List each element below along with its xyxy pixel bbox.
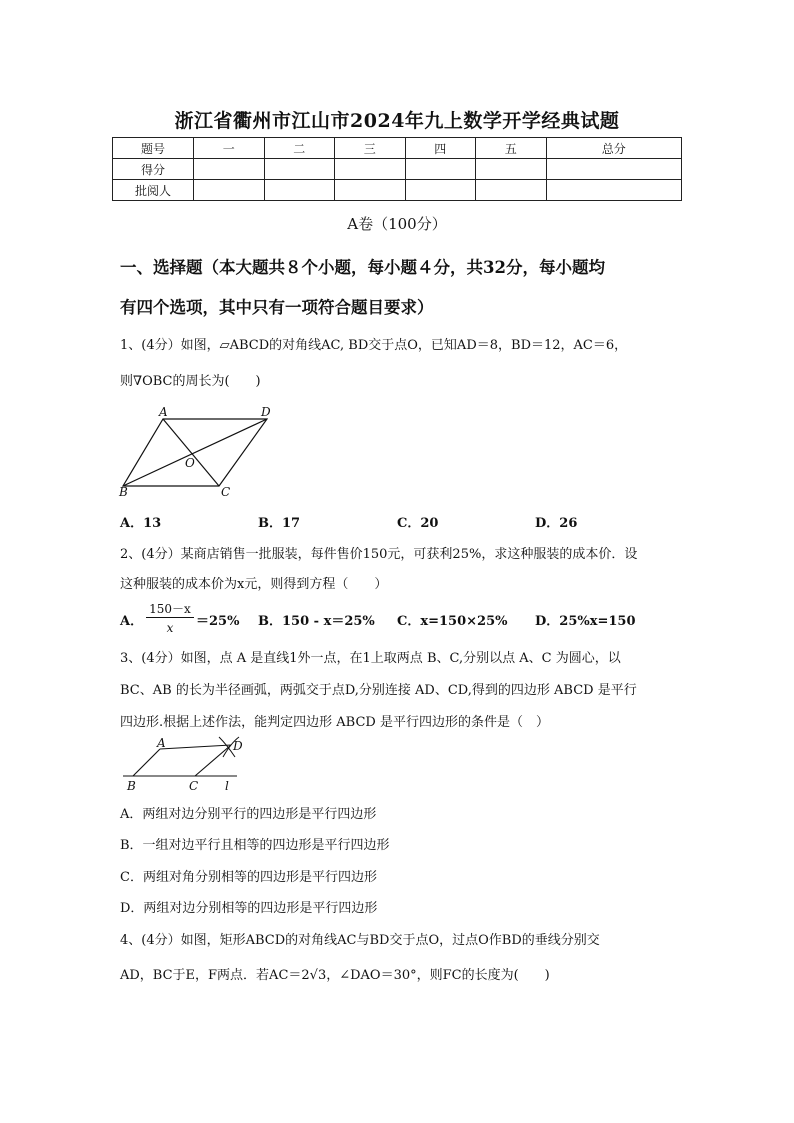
q1-option-d[interactable]: D．26 — [535, 516, 578, 531]
q3-text-line3: 四边形.根据上述作法，能判定四边形 ABCD 是平行四边形的条件是（ ） — [120, 715, 549, 730]
q2-option-b[interactable]: B．150 - x＝25% — [258, 614, 375, 629]
table-cell: 总分 — [546, 138, 682, 159]
table-cell — [194, 159, 265, 180]
table-cell — [335, 180, 406, 201]
table-cell: 四 — [405, 138, 476, 159]
parallelogram-figure — [115, 403, 280, 498]
table-cell: 一 — [194, 138, 265, 159]
side-ab — [133, 749, 160, 776]
diagonal-bd — [123, 419, 267, 486]
fraction-bar — [146, 617, 194, 618]
q3-option-d[interactable]: D．两组对边分别相等的四边形是平行四边形 — [120, 901, 378, 916]
label-d: D — [233, 739, 243, 753]
side-cd — [195, 745, 231, 776]
table-cell — [405, 159, 476, 180]
q2-text-line1: 2、(4分）某商店销售一批服装，每件售价150元，可获利25%，求这种服装的成本价．设 — [120, 547, 638, 562]
q2-option-a-suffix: ＝25% — [196, 614, 240, 629]
table-cell: 二 — [264, 138, 335, 159]
side-ad — [160, 745, 231, 749]
table-cell: 三 — [335, 138, 406, 159]
table-cell — [476, 159, 547, 180]
q1-text-line1: 1、(4分）如图，▱ABCD的对角线AC, BD交于点O，已知AD＝8，BD＝12，AC＝6， — [120, 338, 628, 353]
label-b: B — [119, 485, 128, 498]
table-row — [113, 159, 682, 180]
q3-option-b[interactable]: B．一组对边平行且相等的四边形是平行四边形 — [120, 838, 390, 853]
q2-option-a-prefix[interactable]: A． — [120, 614, 144, 629]
table-cell: 得分 — [113, 159, 194, 180]
label-o: O — [185, 456, 195, 470]
section-subtitle: A卷（100分） — [347, 215, 447, 233]
table-cell — [335, 159, 406, 180]
section-heading-line2: 有四个选项，其中只有一项符合题目要求） — [120, 298, 434, 317]
page-title: 浙江省衢州市江山市2024年九上数学开学经典试题 — [174, 110, 620, 132]
score-table-header-row — [113, 138, 682, 159]
q2-fraction-denominator: x — [166, 621, 174, 635]
table-cell — [546, 180, 682, 201]
q2-text-line2: 这种服装的成本价为x元，则得到方程（ ） — [120, 577, 388, 592]
q3-text-line1: 3、(4分）如图，点 A 是直线1外一点，在1上取两点 B、C,分别以点 A、C 为圆心，以 — [120, 651, 621, 666]
q2-option-c[interactable]: C．x=150×25% — [397, 614, 508, 629]
label-d: D — [261, 405, 271, 419]
q3-option-c[interactable]: C．两组对角分别相等的四边形是平行四边形 — [120, 870, 377, 885]
table-cell: 五 — [476, 138, 547, 159]
table-cell: 批阅人 — [113, 180, 194, 201]
q4-text-line2: AD，BC于E，F两点．若AC＝2√3，∠DAO＝30°，则FC的长度为( ) — [120, 968, 550, 983]
table-cell — [264, 159, 335, 180]
label-a: A — [157, 736, 166, 750]
q1-option-a[interactable]: A．13 — [120, 516, 162, 531]
score-table — [112, 137, 682, 201]
table-cell — [546, 159, 682, 180]
q1-text-line2: 则∇OBC的周长为( ) — [120, 374, 261, 389]
label-b: B — [127, 779, 136, 793]
table-cell — [194, 180, 265, 201]
label-l: l — [225, 779, 229, 793]
section-heading-line1: 一、选择题（本大题共８个小题，每小题４分，共32分，每小题均 — [120, 258, 605, 277]
q2-fraction-numerator: 150－x — [149, 602, 191, 616]
q3-text-line2: BC、AB 的长为半径画弧，两弧交于点D,分别连接 AD、CD,得到的四边形 ABCD 是平行 — [120, 683, 637, 698]
q3-option-a[interactable]: A．两组对边分别平行的四边形是平行四边形 — [120, 807, 377, 822]
label-c: C — [221, 485, 231, 498]
construction-figure — [115, 735, 255, 793]
label-c: C — [189, 779, 199, 793]
diagonal-ac — [163, 419, 219, 486]
q1-option-c[interactable]: C．20 — [397, 516, 439, 531]
label-a: A — [159, 405, 168, 419]
table-cell — [405, 180, 476, 201]
q2-option-d[interactable]: D．25%x=150 — [535, 614, 636, 629]
table-row — [113, 180, 682, 201]
table-cell — [264, 180, 335, 201]
q1-option-b[interactable]: B．17 — [258, 516, 301, 531]
table-cell: 题号 — [113, 138, 194, 159]
q4-text-line1: 4、(4分）如图，矩形ABCD的对角线AC与BD交于点O，过点O作BD的垂线分别交 — [120, 933, 600, 948]
table-cell — [476, 180, 547, 201]
